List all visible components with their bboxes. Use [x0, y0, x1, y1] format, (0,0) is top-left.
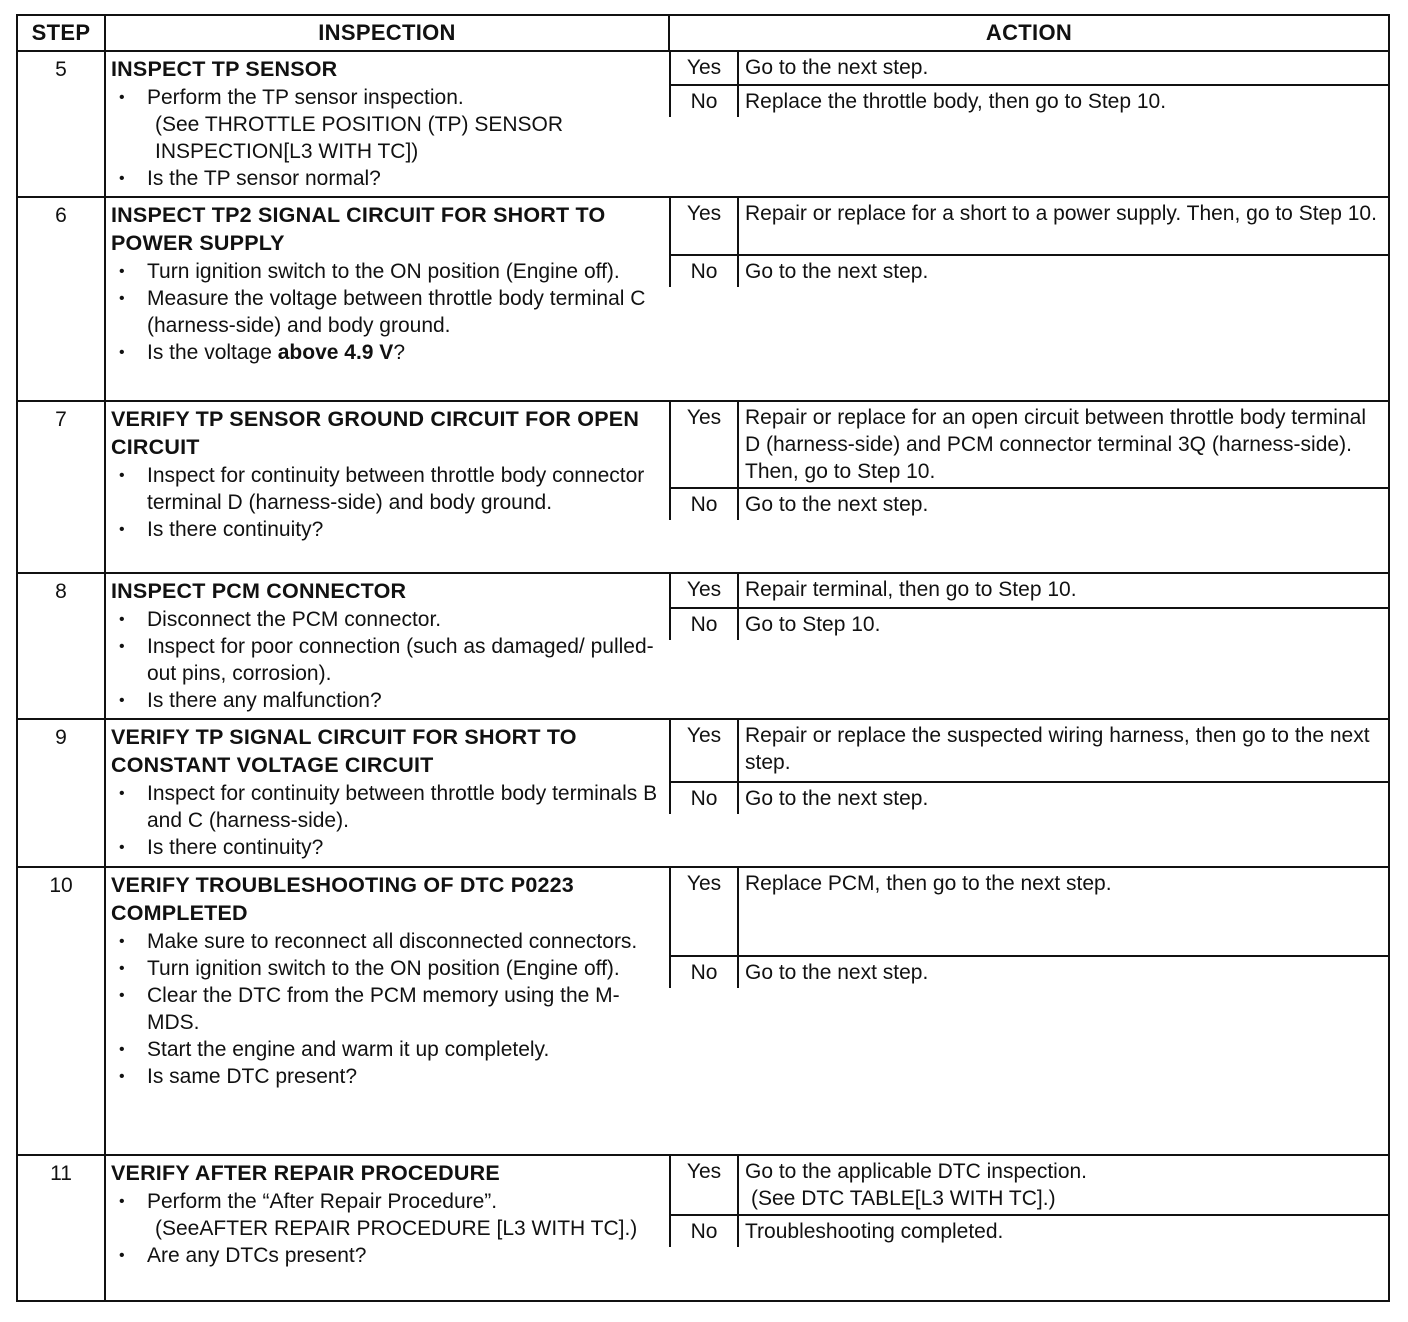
- yes-action: [738, 868, 1388, 956]
- inspection-bullet: [147, 285, 663, 339]
- inspection-list: [111, 928, 663, 1090]
- action-cell: [669, 401, 1389, 573]
- troubleshooting-document: [16, 14, 1388, 1302]
- no-action: Go to Step 10.: [738, 608, 1388, 640]
- inspection-list: [111, 84, 663, 192]
- bullet-text: Are any DTCs present?: [147, 1244, 367, 1267]
- inspection-bullet: [147, 955, 663, 982]
- inspection-title: VERIFY TP SIGNAL CIRCUIT FOR SHORT TO CONSTANT VOLTAGE CIRCUIT: [111, 725, 577, 777]
- step-number: 11: [17, 1155, 105, 1301]
- inspection-title: VERIFY TP SENSOR GROUND CIRCUIT FOR OPEN CIRCUIT: [111, 407, 640, 459]
- yes-row: [670, 198, 1388, 255]
- no-action: Go to the next step.: [738, 956, 1388, 988]
- bullet-text: Disconnect the PCM connector.: [147, 608, 442, 631]
- table-row: [17, 401, 1389, 573]
- yes-action: [738, 720, 1388, 782]
- yes-row: [670, 402, 1388, 488]
- yes-action-text: Go to the next step.: [745, 56, 929, 79]
- action-cell: [669, 197, 1389, 401]
- yes-row: [670, 1156, 1388, 1215]
- action-cell: [669, 719, 1389, 867]
- inspection-bullet: [147, 687, 663, 714]
- inspection-bullet: [147, 258, 663, 285]
- no-row: [670, 255, 1388, 287]
- bullet-text: Start the engine and warm it up completely.: [147, 1038, 550, 1061]
- inspection-list: [111, 606, 663, 714]
- step-number: 6: [17, 197, 105, 401]
- action-cell: [669, 573, 1389, 719]
- inspection-list: [111, 1188, 663, 1269]
- yes-row: [670, 720, 1388, 782]
- step-number: 8: [17, 573, 105, 719]
- yes-action-text: Repair terminal, then go to Step 10.: [745, 578, 1077, 601]
- bullet-text: Is there continuity?: [147, 518, 324, 541]
- inspection-cell: [105, 51, 669, 197]
- no-action: Troubleshooting completed.: [738, 1215, 1388, 1247]
- step-number: 9: [17, 719, 105, 867]
- bullet-text: Make sure to reconnect all disconnected connectors.: [147, 930, 638, 953]
- no-row: [670, 956, 1388, 988]
- yes-label: Yes: [670, 198, 738, 255]
- inspection-cell: [105, 1155, 669, 1301]
- inspection-cell: [105, 719, 669, 867]
- yes-no-table: [669, 198, 1388, 287]
- yes-action: [738, 574, 1388, 608]
- inspection-bullet: [147, 606, 663, 633]
- no-label: No: [670, 1215, 738, 1247]
- table-header-row: [17, 15, 1389, 51]
- no-row: [670, 1215, 1388, 1247]
- header-step: STEP: [17, 15, 105, 51]
- inspection-bullet: [147, 1036, 663, 1063]
- yes-no-table: [669, 868, 1388, 988]
- no-label: No: [670, 782, 738, 814]
- bullet-text: Turn ignition switch to the ON position (Engine off).: [147, 957, 620, 980]
- inspection-title: VERIFY TROUBLESHOOTING OF DTC P0223 COMPLETED: [111, 873, 574, 925]
- inspection-bullet: [147, 1188, 663, 1242]
- inspection-bullet: [147, 982, 663, 1036]
- yes-no-table: [669, 402, 1388, 520]
- inspection-bullet: [147, 780, 663, 834]
- no-action: Go to the next step.: [738, 255, 1388, 287]
- table-row: [17, 197, 1389, 401]
- step-number: 10: [17, 867, 105, 1155]
- bullet-bold-value: above 4.9 V: [277, 341, 394, 364]
- bullet-text: Is the voltage: [147, 341, 278, 364]
- yes-row: [670, 574, 1388, 608]
- no-row: [670, 782, 1388, 814]
- inspection-cell: [105, 197, 669, 401]
- yes-action: [738, 402, 1388, 488]
- inspection-cell: [105, 401, 669, 573]
- table-row: [17, 719, 1389, 867]
- no-label: No: [670, 85, 738, 117]
- bullet-reference: (See THROTTLE POSITION (TP) SENSOR INSPECTION[L3 WITH TC]): [155, 113, 564, 163]
- inspection-bullet: [147, 834, 663, 861]
- yes-row: [670, 868, 1388, 956]
- yes-action-text: Go to the applicable DTC inspection.: [745, 1160, 1088, 1183]
- yes-row: [670, 52, 1388, 85]
- yes-label: Yes: [670, 868, 738, 956]
- inspection-bullet: [147, 633, 663, 687]
- inspection-list: [111, 780, 663, 861]
- yes-action-text: Replace PCM, then go to the next step.: [745, 872, 1112, 895]
- inspection-bullet: [147, 165, 663, 192]
- inspection-list: [111, 258, 663, 366]
- action-reference: (See DTC TABLE[L3 WITH TC].): [751, 1187, 1056, 1210]
- no-label: No: [670, 956, 738, 988]
- bullet-text-suffix: ?: [393, 341, 405, 364]
- no-action: Go to the next step.: [738, 488, 1388, 520]
- yes-action: [738, 1156, 1388, 1215]
- bullet-text: Is same DTC present?: [147, 1065, 358, 1088]
- yes-label: Yes: [670, 574, 738, 608]
- inspection-bullet: [147, 1063, 663, 1090]
- inspection-bullet: [147, 1242, 663, 1269]
- no-action: Replace the throttle body, then go to Step 10.: [738, 85, 1388, 117]
- yes-no-table: [669, 574, 1388, 640]
- yes-label: Yes: [670, 1156, 738, 1215]
- no-label: No: [670, 255, 738, 287]
- bullet-text: Perform the “After Repair Procedure”.: [147, 1190, 498, 1213]
- yes-label: Yes: [670, 402, 738, 488]
- no-row: [670, 608, 1388, 640]
- yes-action-text: Repair or replace for a short to a power supply. Then, go to Step 10.: [745, 202, 1377, 225]
- inspection-title: INSPECT TP2 SIGNAL CIRCUIT FOR SHORT TO POWER SUPPLY: [111, 203, 606, 255]
- yes-action: [738, 198, 1388, 255]
- inspection-cell: [105, 867, 669, 1155]
- inspection-bullet: [147, 462, 663, 516]
- no-row: [670, 488, 1388, 520]
- inspection-bullet: [147, 928, 663, 955]
- no-row: [670, 85, 1388, 117]
- bullet-text: Measure the voltage between throttle body terminal C (harness-side) and body ground.: [147, 287, 646, 337]
- yes-no-table: [669, 720, 1388, 814]
- inspection-bullet: [147, 339, 663, 366]
- bullet-text: Inspect for poor connection (such as damaged/ pulled-out pins, corrosion).: [147, 635, 654, 685]
- inspection-bullet: [147, 84, 663, 165]
- bullet-text: Is the TP sensor normal?: [147, 167, 381, 190]
- bullet-text: Clear the DTC from the PCM memory using the M-MDS.: [147, 984, 620, 1034]
- header-action: ACTION: [669, 15, 1389, 51]
- table-row: [17, 573, 1389, 719]
- bullet-text: Inspect for continuity between throttle body connector terminal D (harness-side) and body ground.: [147, 464, 645, 514]
- inspection-title: VERIFY AFTER REPAIR PROCEDURE: [111, 1161, 500, 1185]
- yes-no-table: [669, 52, 1388, 117]
- bullet-text: Perform the TP sensor inspection.: [147, 86, 464, 109]
- bullet-text: Is there any malfunction?: [147, 689, 382, 712]
- table-row: [17, 51, 1389, 197]
- inspection-title: INSPECT TP SENSOR: [111, 57, 338, 81]
- inspection-title: INSPECT PCM CONNECTOR: [111, 579, 407, 603]
- inspection-bullet: [147, 516, 663, 543]
- action-cell: [669, 867, 1389, 1155]
- inspection-cell: [105, 573, 669, 719]
- bullet-text: Inspect for continuity between throttle body terminals B and C (harness-side).: [147, 782, 658, 832]
- inspection-table: [16, 14, 1390, 1302]
- bullet-text: Turn ignition switch to the ON position (Engine off).: [147, 260, 620, 283]
- no-label: No: [670, 488, 738, 520]
- yes-label: Yes: [670, 52, 738, 85]
- yes-no-table: [669, 1156, 1388, 1247]
- no-action: Go to the next step.: [738, 782, 1388, 814]
- header-inspection: INSPECTION: [105, 15, 669, 51]
- inspection-list: [111, 462, 663, 543]
- yes-action-text: Repair or replace for an open circuit between throttle body terminal D (harness-side) and PCM connector terminal 3Q (harness-side). Then, go to Step 10.: [745, 406, 1366, 483]
- no-label: No: [670, 608, 738, 640]
- step-number: 7: [17, 401, 105, 573]
- bullet-reference: (SeeAFTER REPAIR PROCEDURE [L3 WITH TC].): [155, 1217, 638, 1240]
- action-cell: [669, 1155, 1389, 1301]
- step-number: 5: [17, 51, 105, 197]
- bullet-text: Is there continuity?: [147, 836, 324, 859]
- action-cell: [669, 51, 1389, 197]
- yes-action-text: Repair or replace the suspected wiring harness, then go to the next step.: [745, 724, 1370, 774]
- table-row: [17, 867, 1389, 1155]
- yes-label: Yes: [670, 720, 738, 782]
- table-row: [17, 1155, 1389, 1301]
- yes-action: [738, 52, 1388, 85]
